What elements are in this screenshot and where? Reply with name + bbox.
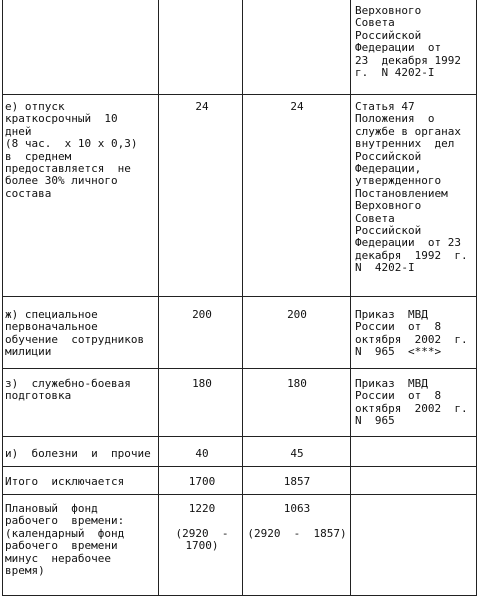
- column-border-right: [476, 0, 477, 596]
- column-border-left: [2, 0, 3, 596]
- row-e-actual: 24: [290, 100, 304, 113]
- row-divider: [2, 436, 476, 437]
- row-z-norm: 180: [192, 377, 212, 390]
- row-z-actual: 180: [287, 377, 307, 390]
- row-total-label: Итого исключается: [5, 475, 125, 488]
- row-e-norm: 24: [195, 100, 209, 113]
- row-divider: [2, 466, 476, 467]
- row-z-source: Приказ МВД России от 8 октября 2002 г. N 965: [355, 377, 468, 428]
- row-divider: [2, 494, 476, 495]
- row-planned-norm: 1220 (2920 - 1700): [175, 502, 229, 553]
- row-divider: [2, 94, 476, 95]
- table-bottom-border: [2, 595, 476, 596]
- row-e-label: е) отпуск краткосрочный 10 дней (8 час. х 10 х 0,3) в среднем предоставляется не более 30% личного состава: [5, 100, 138, 200]
- row-divider: [2, 368, 476, 369]
- row-zh-source: Приказ МВД России от 8 октября 2002 г. N 965 <***>: [355, 308, 468, 359]
- row-continued-source: Верховного Совета Российской Федерации от 23 декабря 1992 г. N 4202-I: [355, 4, 461, 80]
- column-border-2: [242, 0, 243, 596]
- column-border-3: [350, 0, 351, 596]
- row-zh-norm: 200: [192, 308, 212, 321]
- row-z-label: з) служебно-боевая подготовка: [5, 377, 131, 403]
- row-planned-label: Плановый фонд рабочего времени: (календарный фонд рабочего времени минус нерабочее время): [5, 502, 125, 578]
- row-e-source: Статья 47 Положения о службе в органах внутренних дел Российской Федерации, утвержденного Постановлением Верховного Совета Российской Федерации от 23 декабря 1992 г. N 4202-I: [355, 100, 468, 275]
- row-planned-actual: 1063 (2920 - 1857): [247, 502, 347, 540]
- row-zh-actual: 200: [287, 308, 307, 321]
- column-border-1: [158, 0, 159, 596]
- row-i-norm: 40: [195, 447, 209, 460]
- row-divider: [2, 296, 476, 297]
- row-total-norm: 1700: [188, 475, 216, 488]
- row-total-actual: 1857: [283, 475, 311, 488]
- row-i-label: и) болезни и прочие: [5, 447, 151, 460]
- row-zh-label: ж) специальное первоначальное обучение сотрудников милиции: [5, 308, 145, 359]
- row-i-actual: 45: [290, 447, 304, 460]
